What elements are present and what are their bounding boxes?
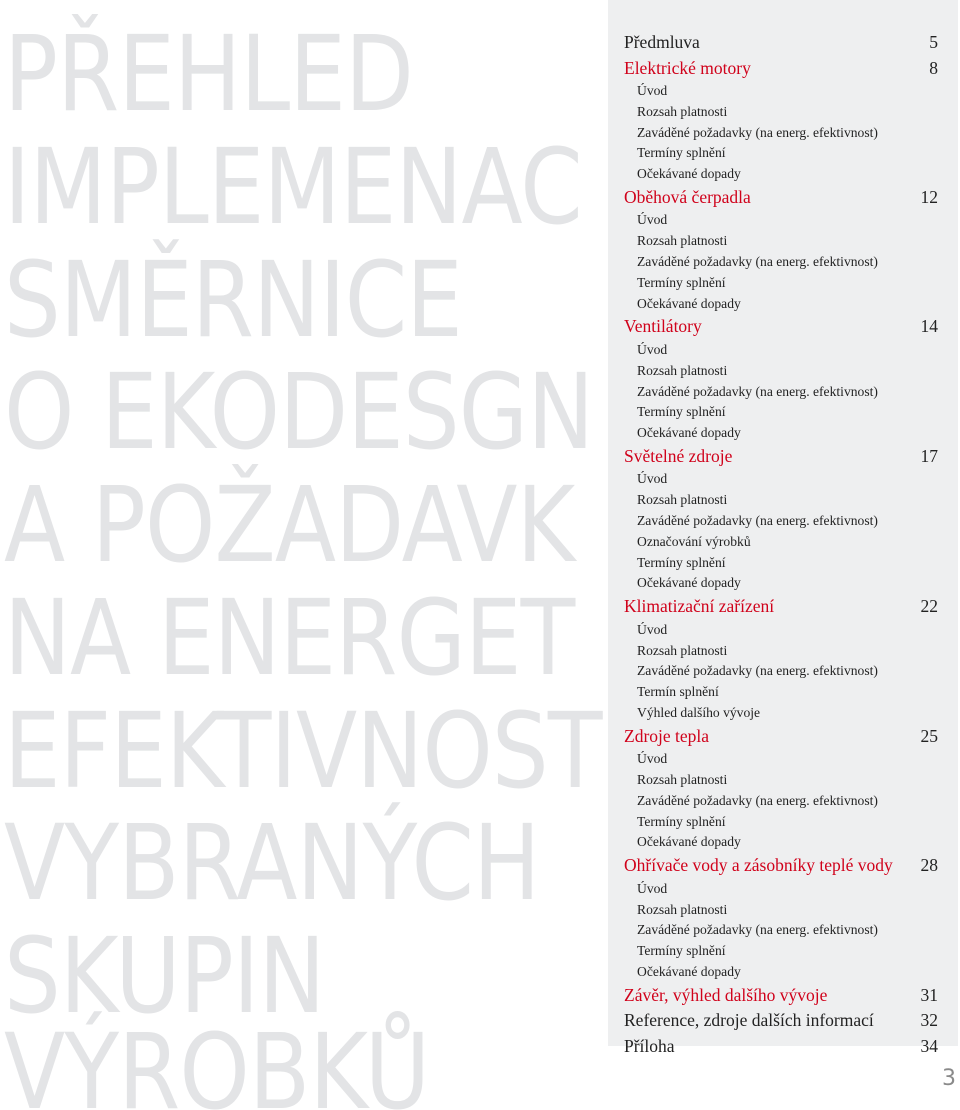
toc-subitem[interactable]: Úvod <box>637 621 668 637</box>
toc-subitem[interactable]: Termíny splnění <box>637 554 726 570</box>
toc-section-title: Světelné zdroje <box>624 445 733 466</box>
toc-subitem[interactable]: Očekávané dopady <box>637 834 741 850</box>
background-title-line: IMPLEMENAC <box>4 126 582 248</box>
toc-section-page: 34 <box>920 1035 938 1056</box>
toc-section[interactable] <box>624 314 938 340</box>
toc-section[interactable] <box>624 1034 938 1060</box>
toc-subitem[interactable]: Termín splnění <box>637 684 719 700</box>
toc-subitem[interactable]: Zaváděné požadavky (na energ. efektivnost) <box>637 663 878 679</box>
toc-subitem[interactable]: Zaváděné požadavky (na energ. efektivnost) <box>637 792 878 808</box>
toc-section-page: 8 <box>929 57 938 78</box>
toc-section-page: 28 <box>920 855 938 876</box>
toc-section-title: Zdroje tepla <box>624 725 710 746</box>
toc-section[interactable] <box>624 185 938 211</box>
background-title-line: PŘEHLED <box>4 13 414 135</box>
toc-subitem[interactable]: Zaváděné požadavky (na energ. efektivnost) <box>637 254 878 270</box>
toc-section-title: Ventilátory <box>624 316 702 337</box>
toc-subitem[interactable]: Očekávané dopady <box>637 425 741 441</box>
toc-section[interactable] <box>624 983 938 1009</box>
toc-subitem[interactable]: Úvod <box>637 880 668 896</box>
toc-subitem[interactable]: Rozsah platnosti <box>637 492 728 508</box>
background-title-line: O EKODESGN <box>4 351 594 473</box>
toc-subitem[interactable]: Očekávané dopady <box>637 575 741 591</box>
toc-subitem[interactable]: Zaváděné požadavky (na energ. efektivnost) <box>637 383 878 399</box>
toc-subitem[interactable]: Rozsah platnosti <box>637 233 728 249</box>
toc-section[interactable] <box>624 56 938 82</box>
table-of-contents <box>624 30 938 1059</box>
toc-section[interactable] <box>624 1008 938 1034</box>
toc-section[interactable] <box>624 30 938 56</box>
toc-section-title: Oběhová čerpadla <box>624 186 751 207</box>
toc-subitem[interactable]: Termíny splnění <box>637 145 726 161</box>
toc-section-page: 17 <box>920 445 938 466</box>
toc-subitem[interactable]: Úvod <box>637 83 668 98</box>
toc-section-page: 12 <box>920 186 938 207</box>
toc-section-page: 32 <box>920 1010 938 1031</box>
toc-subitem[interactable]: Úvod <box>637 751 668 767</box>
toc-subitem[interactable]: Zaváděné požadavky (na energ. efektivnost) <box>637 513 878 529</box>
toc-subitem[interactable]: Rozsah platnosti <box>637 772 728 788</box>
toc-subitem[interactable]: Rozsah platnosti <box>637 901 728 917</box>
toc-subitem[interactable]: Označování výrobků <box>637 533 751 549</box>
toc-section-title: Ohřívače vody a zásobníky teplé vody <box>624 855 893 876</box>
toc-subitem[interactable]: Úvod <box>637 471 668 487</box>
background-title-line: VÝROBKŮ <box>4 1011 430 1110</box>
toc-section[interactable] <box>624 853 938 879</box>
toc-subitem[interactable]: Termíny splnění <box>637 943 726 959</box>
table-of-contents-panel <box>608 0 958 1056</box>
toc-section[interactable] <box>624 594 938 620</box>
toc-section-page: 14 <box>920 316 938 337</box>
toc-section[interactable] <box>624 444 938 470</box>
background-title-line: SMĚRNICE <box>4 239 462 361</box>
toc-subitem[interactable]: Zaváděné požadavky (na energ. efektivnost) <box>637 124 878 140</box>
toc-subitem[interactable]: Úvod <box>637 341 668 357</box>
toc-subitem[interactable]: Očekávané dopady <box>637 295 741 311</box>
toc-subitem[interactable]: Termíny splnění <box>637 404 726 420</box>
toc-section[interactable] <box>624 724 938 750</box>
toc-subitem[interactable]: Rozsah platnosti <box>637 103 728 119</box>
toc-subitem[interactable]: Očekávané dopady <box>637 963 741 979</box>
background-title-line: EFEKTIVNOST <box>4 690 602 812</box>
toc-subitem[interactable]: Zaváděné požadavky (na energ. efektivnost) <box>637 922 878 938</box>
background-title-line: A POŽADAVK <box>4 464 575 586</box>
toc-subitem[interactable]: Termíny splnění <box>637 274 726 290</box>
toc-section-title: Reference, zdroje dalších informací <box>624 1010 874 1031</box>
page-number: 3 <box>942 1066 956 1091</box>
toc-subitem[interactable]: Výhled dalšího vývoje <box>637 704 761 720</box>
toc-subitem[interactable]: Úvod <box>637 212 668 228</box>
toc-section-page: 5 <box>929 32 938 52</box>
toc-section-page: 25 <box>920 725 938 746</box>
toc-section-title: Příloha <box>624 1035 675 1056</box>
background-title-line: VYBRANÝCH <box>4 802 540 924</box>
toc-subitem[interactable]: Termíny splnění <box>637 813 726 829</box>
toc-section-title: Elektrické motory <box>624 57 751 78</box>
toc-subitem[interactable]: Rozsah platnosti <box>637 642 728 658</box>
toc-subitem[interactable]: Očekávané dopady <box>637 166 741 182</box>
background-title-line: NA ENERGET <box>4 577 575 699</box>
background-title-line: SKUPIN <box>4 915 325 1037</box>
toc-subitem[interactable]: Rozsah platnosti <box>637 362 728 378</box>
toc-section-title: Klimatizační zařízení <box>624 596 775 617</box>
toc-section-title: Předmluva <box>624 32 700 52</box>
toc-section-title: Závěr, výhled dalšího vývoje <box>624 984 828 1005</box>
toc-section-page: 22 <box>920 596 938 617</box>
toc-section-page: 31 <box>920 984 938 1005</box>
